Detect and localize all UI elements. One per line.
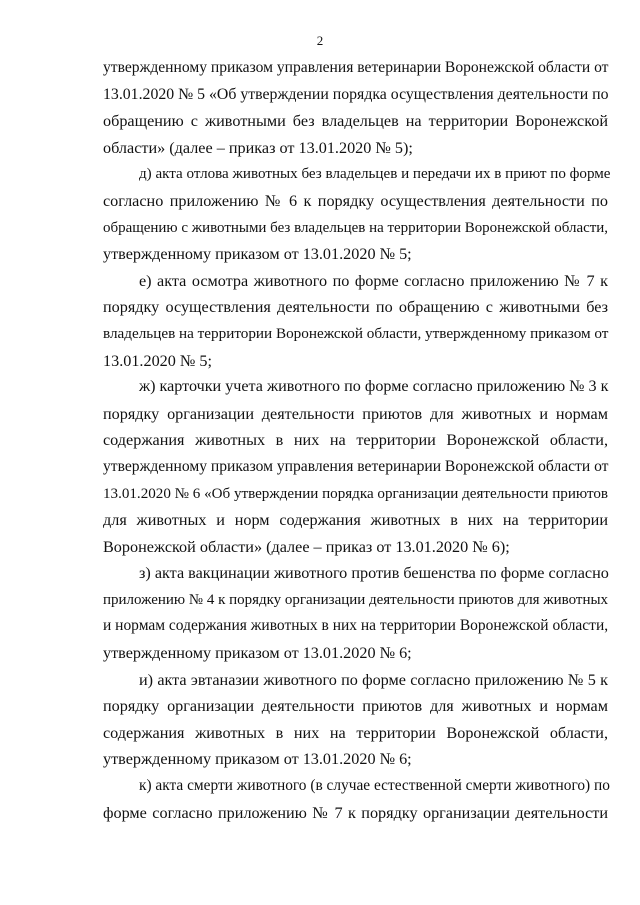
text-line: приложению № 4 к порядку организации деятельности приютов для животных — [103, 591, 608, 608]
text-line: порядку организации деятельности приютов для животных и нормам — [103, 404, 608, 423]
text-line: обращению с животными без владельцев на территории Воронежской области, — [103, 219, 609, 236]
text-line: утвержденному приказом управления ветеринарии Воронежской области от — [103, 457, 609, 475]
text-line: области» (далее – приказ от 13.01.2020 № 5); — [103, 138, 413, 157]
page-number: 2 — [316, 33, 324, 48]
text-line: и нормам содержания животных в них на территории Воронежской области, — [103, 617, 609, 635]
text-line: утвержденному приказом управления ветеринарии Воронежской области от — [103, 59, 609, 76]
text-line: обращению с животными без владельцев на территории Воронежской — [103, 112, 608, 131]
document-body — [103, 55, 611, 826]
text-line: утвержденному приказом от 13.01.2020 № 6; — [103, 644, 412, 663]
text-line: д) акта отлова животных без владельцев и передачи их в приют по форме — [139, 166, 611, 183]
text-line: утвержденному приказом от 13.01.2020 № 6; — [103, 750, 412, 769]
text-line: з) акта вакцинации животного против бешенства по форме согласно — [139, 564, 609, 583]
text-line: для животных и норм содержания животных в них на территории — [103, 511, 608, 530]
text-line: согласно приложению № 6 к порядку осуществления деятельности по — [103, 191, 608, 210]
text-line: Воронежской области» (далее – приказ от 13.01.2020 № 6); — [103, 537, 510, 556]
text-line: ж) карточки учета животного по форме согласно приложению № 3 к — [139, 378, 609, 396]
text-line: содержания животных в них на территории Воронежской области, — [103, 723, 608, 742]
text-line: утвержденному приказом от 13.01.2020 № 5; — [103, 245, 412, 264]
text-line: 13.01.2020 № 5 «Об утверждении порядка осуществления деятельности по — [103, 85, 609, 103]
text-line: порядку организации деятельности приютов для животных и нормам — [103, 697, 608, 716]
text-line: порядку осуществления деятельности по обращению с животными без — [103, 298, 608, 317]
text-line: 13.01.2020 № 5; — [103, 351, 212, 370]
text-line: и) акта эвтаназии животного по форме согласно приложению № 5 к — [139, 670, 608, 689]
text-line: е) акта осмотра животного по форме согласно приложению № 7 к — [139, 271, 608, 290]
text-line: форме согласно приложению № 7 к порядку организации деятельности — [103, 803, 608, 822]
text-line: 13.01.2020 № 6 «Об утверждении порядка организации деятельности приютов — [103, 485, 609, 502]
text-line: к) акта смерти животного (в случае естественной смерти животного) по — [139, 777, 610, 795]
text-line: содержания животных в них на территории Воронежской области, — [103, 431, 608, 450]
text-line: владельцев на территории Воронежской области, утвержденному приказом от — [103, 324, 609, 342]
